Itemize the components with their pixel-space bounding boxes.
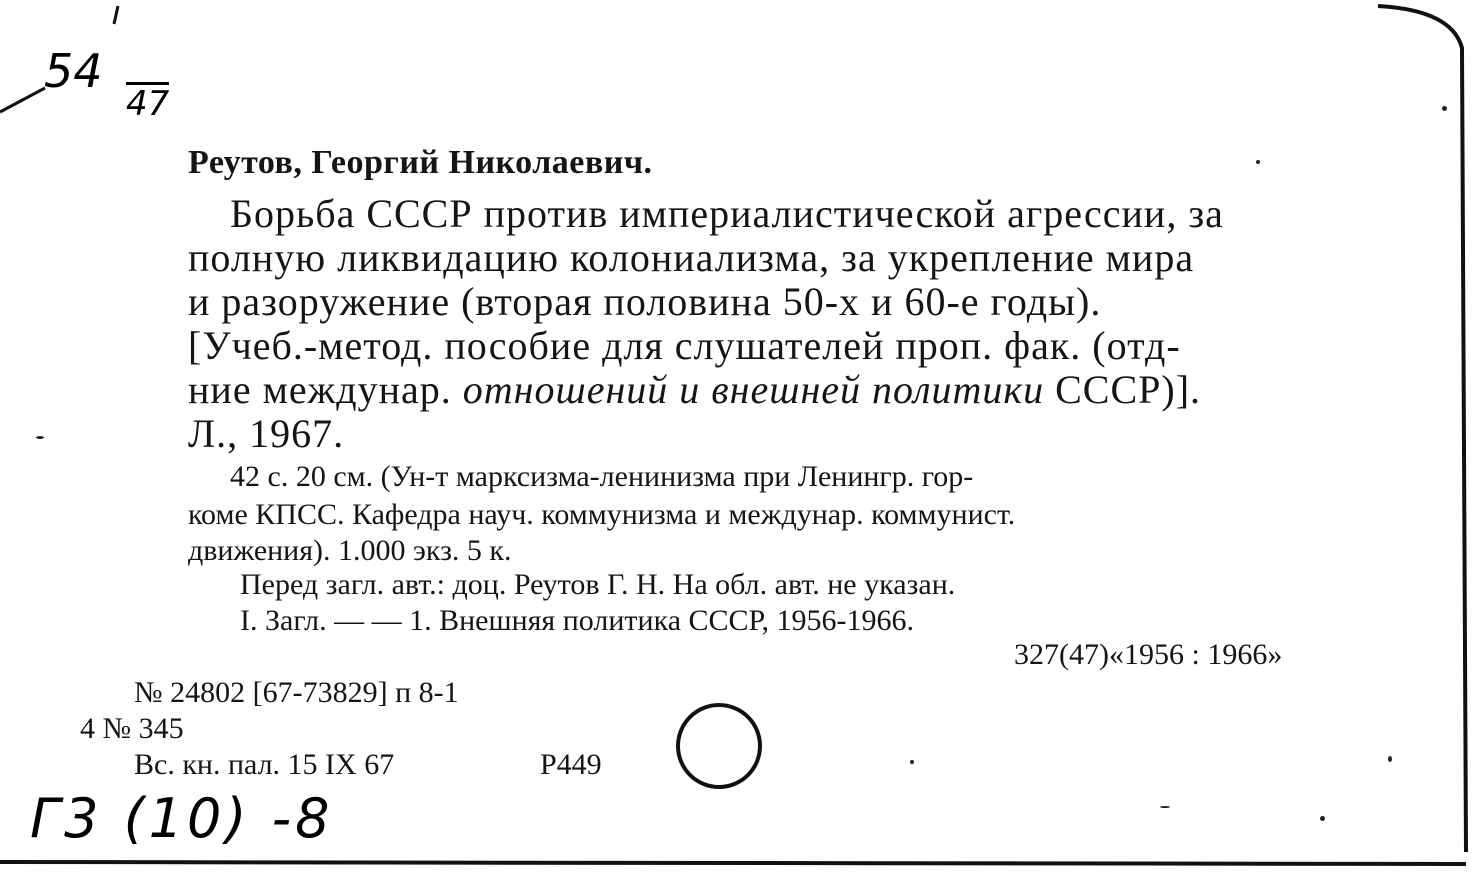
order-number: № 24802 [67-73829] п 8-1 — [134, 676, 459, 709]
collation-line: коме КПСС. Кафедра науч. коммунизма и междунар. коммунист. — [188, 498, 1016, 531]
series-note-part: ние междунар. — [188, 367, 452, 412]
classification-number: 327(47)«1956 : 1966» — [1014, 638, 1283, 671]
speck — [910, 760, 914, 764]
title-line: и разоружение (вторая половина 50-х и 60-е годы). — [188, 279, 1102, 324]
title-line: [Учеб.-метод. пособие для слушателей проп. фак. (отд- — [188, 323, 1181, 368]
handwritten-shelf-mark: 54 — [44, 44, 103, 98]
series-note-end: СССР)]. — [1055, 367, 1202, 412]
speck — [1160, 806, 1170, 808]
collation-line: 42 с. 20 см. (Ун-т марксизма-ленинизма при Ленингр. гор- — [230, 460, 974, 493]
speck — [1388, 756, 1392, 762]
speck — [1320, 816, 1325, 821]
handwritten-call-number: Г3 (10) -8 — [30, 787, 334, 850]
chamber-date: Вс. кн. пал. 15 IX 67 — [134, 748, 395, 781]
copy-number: 4 № 345 — [80, 712, 184, 745]
imprint-line: Л., 1967. — [188, 411, 345, 456]
title-line: полную ликвидацию колониализма, за укрепление мира — [188, 235, 1195, 280]
title-line: Борьба СССР против империалистической агрессии, за — [230, 191, 1224, 236]
title-line — [188, 367, 1202, 412]
tracing-line: I. Загл. — — 1. Внешняя политика СССР, 1956-1966. — [240, 604, 914, 637]
speck — [1442, 106, 1447, 111]
speck — [36, 436, 44, 439]
author-heading: Реутов, Георгий Николаевич. — [188, 144, 653, 181]
speck — [1256, 160, 1260, 164]
collation-line: движения). 1.000 экз. 5 к. — [188, 534, 512, 567]
series-note-italic: отношений и внешней политики — [462, 367, 1045, 412]
author-note: Перед загл. авт.: доц. Реутов Г. Н. На обл. авт. не указан. — [240, 568, 956, 601]
print-code: Р449 — [540, 748, 602, 781]
card-hole — [676, 703, 762, 789]
handwritten-shelf-sub: 47 — [126, 84, 170, 124]
